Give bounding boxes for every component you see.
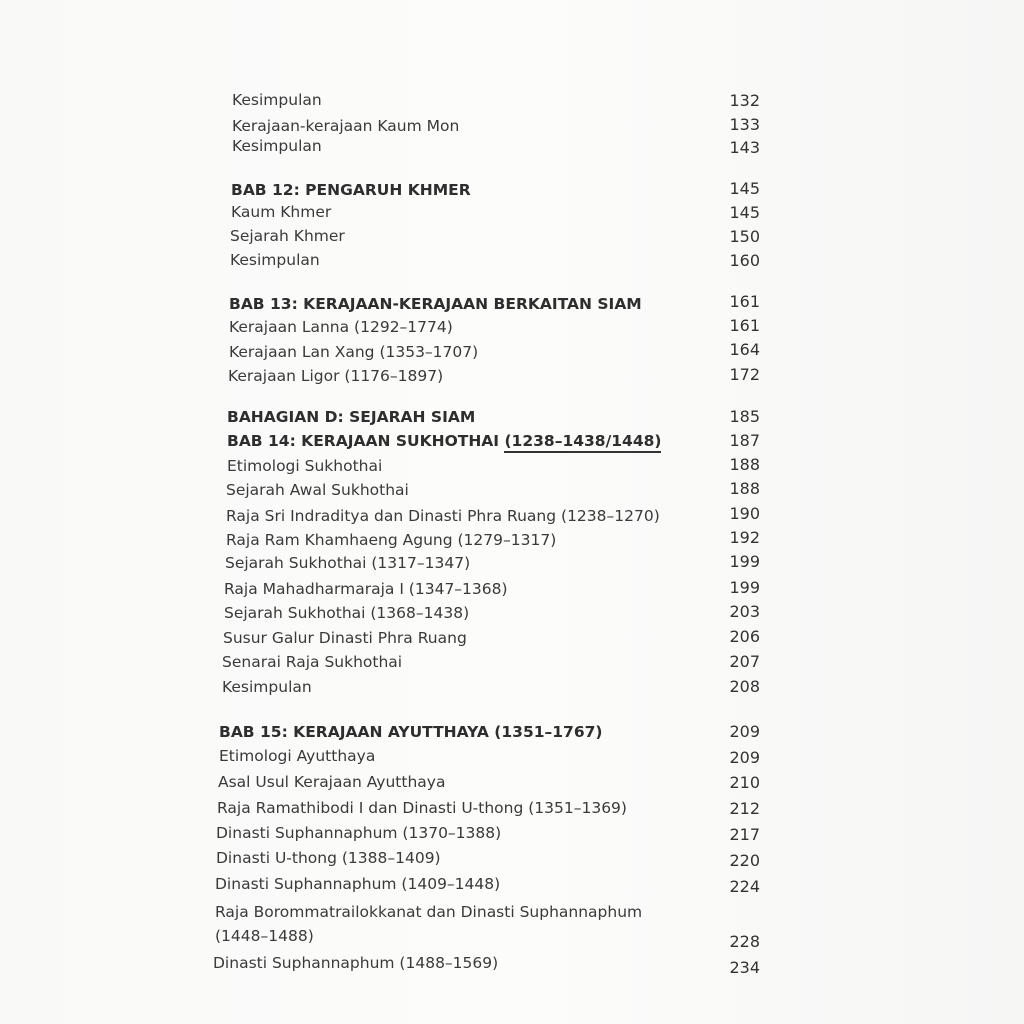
toc-entry-page: 203 <box>729 602 760 621</box>
toc-entry-page: 224 <box>729 877 760 896</box>
toc-entry-title: Kerajaan Ligor (1176–1897) <box>228 367 444 385</box>
toc-entry-page: 210 <box>729 773 760 792</box>
toc-chapter-heading: BAB 15: KERAJAAN AYUTTHAYA (1351–1767) <box>219 723 603 741</box>
toc-entry-page: 209 <box>729 722 760 741</box>
toc-entry-page: 187 <box>729 431 760 450</box>
toc-entry-page: 207 <box>729 652 760 671</box>
toc-chapter-heading <box>227 431 661 451</box>
toc-entry-title: Sejarah Khmer <box>230 227 345 245</box>
toc-entry-title: Etimologi Sukhothai <box>227 457 383 475</box>
toc-entry-title: Raja Mahadharmaraja I (1347–1368) <box>224 580 508 598</box>
toc-entry-page: 145 <box>729 179 760 198</box>
toc-entry-page: 199 <box>729 578 760 597</box>
toc-entry-page: 145 <box>729 203 760 222</box>
toc-chapter-heading: BAB 13: KERAJAAN-KERAJAAN BERKAITAN SIAM <box>229 295 642 313</box>
toc-entry-page: 185 <box>729 407 760 426</box>
toc-entry-page: 133 <box>729 115 760 134</box>
toc-entry-title: Raja Ramathibodi I dan Dinasti U-thong (1351–1369) <box>217 799 627 817</box>
toc-entry-title: Sejarah Sukhothai (1368–1438) <box>224 604 470 622</box>
toc-entry-page: 209 <box>729 748 760 767</box>
toc-entry-title: Asal Usul Kerajaan Ayutthaya <box>218 773 446 791</box>
toc-entry-title: Kaum Khmer <box>231 203 332 221</box>
toc-entry-title-continued: (1448–1488) <box>215 927 314 945</box>
toc-entry-page: 212 <box>729 799 760 818</box>
toc-chapter-heading: BAB 12: PENGARUH KHMER <box>231 181 471 199</box>
toc-entry-page: 199 <box>729 552 760 571</box>
toc-entry-title: Dinasti Suphannaphum (1409–1448) <box>215 875 501 893</box>
toc-entry-title: Sejarah Sukhothai (1317–1347) <box>225 554 471 572</box>
toc-entry-page: 206 <box>729 627 760 646</box>
toc-part-heading: BAHAGIAN D: SEJARAH SIAM <box>227 408 476 426</box>
toc-entry-title: Kerajaan-kerajaan Kaum Mon <box>232 117 460 135</box>
toc-entry-title: Raja Ram Khamhaeng Agung (1279–1317) <box>226 531 557 549</box>
toc-entry-title: Kesimpulan <box>232 137 322 155</box>
toc-entry-page: 228 <box>729 932 760 951</box>
toc-entry-page: 161 <box>729 292 760 311</box>
toc-entry-title: Sejarah Awal Sukhothai <box>226 481 409 499</box>
toc-entry-title: Dinasti Suphannaphum (1488–1569) <box>213 954 499 972</box>
toc-entry-page: 164 <box>729 340 760 359</box>
toc-entry-page: 208 <box>729 677 760 696</box>
toc-entry-title: Kerajaan Lanna (1292–1774) <box>229 318 453 336</box>
toc-entry-title: Kesimpulan <box>230 251 320 269</box>
toc-entry-page: 220 <box>729 851 760 870</box>
toc-entry-title: Kesimpulan <box>222 678 312 696</box>
toc-entry-title: Senarai Raja Sukhothai <box>222 653 403 671</box>
toc-entry-page: 188 <box>729 455 760 474</box>
toc-entry-page: 188 <box>729 479 760 498</box>
toc-entry-page: 143 <box>729 138 760 157</box>
toc-entry-title: Dinasti U-thong (1388–1409) <box>216 849 441 867</box>
toc-entry-page: 192 <box>729 528 760 547</box>
toc-entry-page: 234 <box>729 958 760 977</box>
toc-chapter-heading-years: (1238–1438/1448) <box>504 432 661 453</box>
toc-entry-title: Kesimpulan <box>232 91 322 109</box>
toc-entry-title: Raja Borommatrailokkanat dan Dinasti Suphannaphum <box>215 903 643 921</box>
toc-entry-page: 190 <box>729 504 760 523</box>
toc-entry-title: Raja Sri Indraditya dan Dinasti Phra Ruang (1238–1270) <box>226 507 660 525</box>
toc-entry-title: Kerajaan Lan Xang (1353–1707) <box>229 343 479 361</box>
toc-entry-page: 217 <box>729 825 760 844</box>
toc-entry-page: 160 <box>729 251 760 270</box>
toc-entry-page: 161 <box>729 316 760 335</box>
toc-entry-title: Susur Galur Dinasti Phra Ruang <box>223 629 467 647</box>
toc-chapter-heading-text: BAB 14: KERAJAAN SUKHOTHAI <box>227 432 500 450</box>
toc-entry-page: 132 <box>729 91 760 110</box>
toc-entry-title: Etimologi Ayutthaya <box>219 747 376 765</box>
toc-entry-page: 172 <box>729 365 760 384</box>
toc-entry-page: 150 <box>729 227 760 246</box>
toc-entry-title: Dinasti Suphannaphum (1370–1388) <box>216 824 502 842</box>
